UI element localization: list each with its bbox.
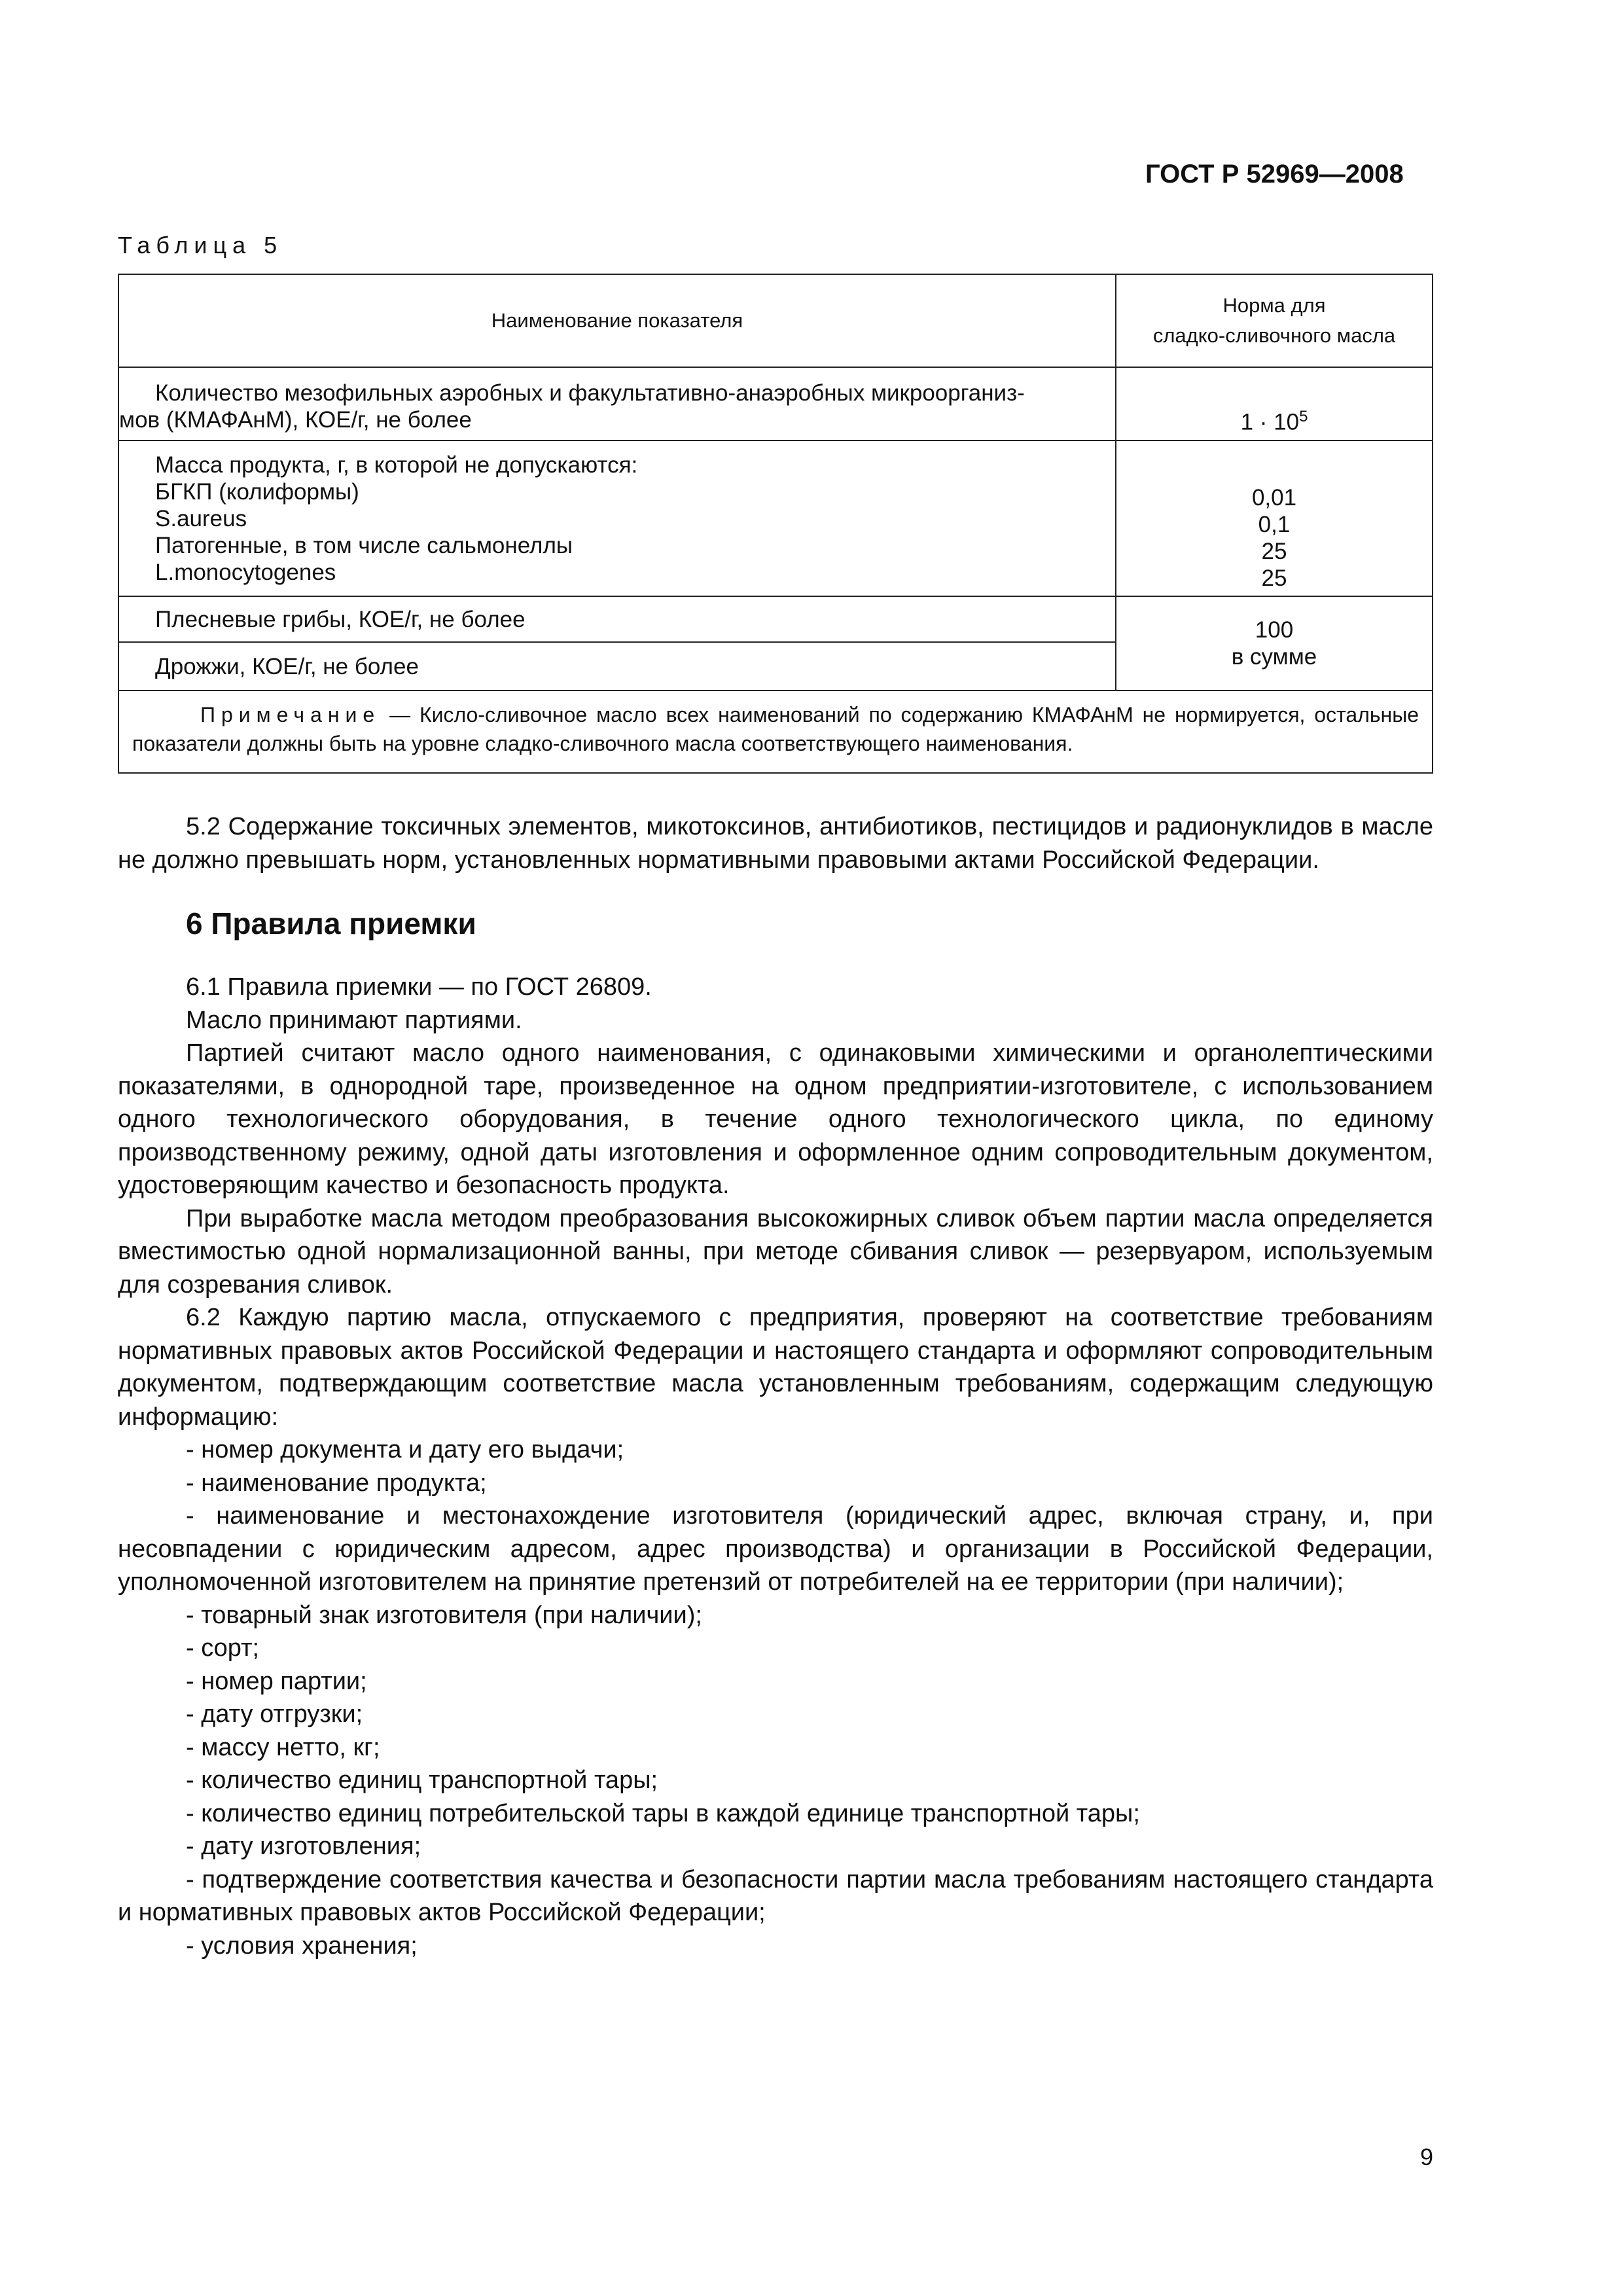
mass-line-1: БГКП (колиформы) bbox=[155, 478, 359, 505]
value-exponent: 5 bbox=[1299, 408, 1308, 426]
row-kmafanm-value bbox=[1116, 367, 1433, 440]
mass-value-3: 25 bbox=[1261, 565, 1287, 591]
page-number: 9 bbox=[1419, 2144, 1433, 2170]
paragraph-6-1: 6.1 Правила приемки — по ГОСТ 26809. bbox=[186, 973, 652, 1001]
paragraph-5-2: 5.2 Содержание токсичных элементов, микотоксинов, антибиотиков, пестицидов и радионуклидов в масле не должно превышать норм, установленных нормативными правовыми актами Российской Федерации. bbox=[118, 813, 1433, 874]
sum-value: 100 bbox=[1255, 617, 1294, 643]
row-kmafanm-label bbox=[118, 367, 1116, 440]
paragraph-6-2: 6.2 Каждую партию масла, отпускаемого с предприятия, проверяют на соответствие требованиям нормативных правовых актов Российской Федерации и настоящего стандарта и оформляют сопроводительным документом, подтверждающим соответствие масла установленным требованиям, содержащим следующую информацию: bbox=[118, 1304, 1433, 1431]
header-norm-line2: сладко-сливочного масла bbox=[1152, 324, 1396, 347]
table-row-mass bbox=[118, 440, 1433, 596]
list-item: - товарный знак изготовителя (при наличии); bbox=[186, 1601, 702, 1629]
paragraph-batch-definition: Партией считают масло одного наименования, с одинаковыми химическими и органолептическими показателями, в однородной таре, произведенное на одном предприятии-изготовителе, с использованием одного технологического оборудования, в течение одного технологического цикла, по единому производственному режиму, одной даты изготовления и оформленное одним сопроводительным документом, удостоверяющим качество и безопасность продукта. bbox=[118, 1039, 1433, 1199]
header-norm bbox=[1116, 274, 1433, 367]
table-header-row bbox=[118, 274, 1433, 367]
list-item: - дату отгрузки; bbox=[186, 1700, 363, 1728]
list-item: - массу нетто, кг; bbox=[186, 1733, 380, 1761]
header-norm-line1: Норма для bbox=[1222, 294, 1326, 317]
row-mold-label: Плесневые грибы, КОЕ/г, не более bbox=[118, 596, 1116, 642]
list-item: - наименование продукта; bbox=[186, 1469, 487, 1497]
sum-note: в сумме bbox=[1231, 644, 1317, 670]
row-kmafanm-line1: Количество мезофильных аэробных и факультативно-анаэробных микроорганиз- bbox=[155, 380, 1025, 406]
paragraph-batch-volume: При выработке масла методом преобразования высокожирных сливок объем партии масла определяется вместимостью одной нормализационной ванны, при методе сбивания сливок — резервуаром, используемым для созревания сливок. bbox=[118, 1204, 1433, 1299]
list-item: - дату изготовления; bbox=[186, 1833, 421, 1860]
list-item: - наименование и местонахождение изготовителя (юридический адрес, включая страну, и, при несовпадении с юридическим адресом, адрес производства) и организации в Российской Федерации, уполномоченной изготовителем на принятие претензий от потребителей на ее территории (при наличии); bbox=[118, 1502, 1433, 1596]
document-body bbox=[118, 810, 1433, 1962]
list-item: - количество единиц транспортной тары; bbox=[186, 1767, 658, 1794]
list-item: - номер документа и дату его выдачи; bbox=[186, 1436, 624, 1463]
list-item: - сорт; bbox=[186, 1634, 260, 1662]
mass-value-0: 0,01 bbox=[1251, 485, 1297, 511]
list-item: - количество единиц потребительской тары в каждой единице транспортной тары; bbox=[186, 1799, 1140, 1827]
mass-value-2: 25 bbox=[1261, 539, 1287, 564]
paragraph-batches: Масло принимают партиями. bbox=[186, 1006, 522, 1034]
table-note bbox=[118, 691, 1433, 773]
row-mold-yeast-value bbox=[1116, 596, 1433, 691]
header-indicator-name: Наименование показателя bbox=[118, 274, 1116, 367]
mass-line-0: Масса продукта, г, в которой не допускаются: bbox=[155, 452, 638, 478]
list-item: - условия хранения; bbox=[186, 1931, 418, 1960]
section-title: 6 Правила приемки bbox=[186, 906, 476, 941]
mass-value-1: 0,1 bbox=[1258, 512, 1291, 537]
mass-line-2: S.aureus bbox=[155, 505, 247, 531]
table-row-kmafanm bbox=[118, 367, 1433, 440]
document-code: ГОСТ Р 52969—2008 bbox=[1145, 160, 1404, 188]
mass-line-3: Патогенные, в том числе сальмонеллы bbox=[155, 532, 573, 558]
row-yeast-label: Дрожжи, КОЕ/г, не более bbox=[118, 642, 1116, 691]
list-item: - подтверждение соответствия качества и безопасности партии масла требованиям настоящего стандарта и нормативных правовых актов Российской Федерации; bbox=[118, 1865, 1433, 1926]
row-mass-label bbox=[118, 440, 1116, 596]
row-mass-values bbox=[1116, 440, 1433, 596]
value-base: 1 · 10 bbox=[1240, 410, 1300, 435]
row-kmafanm-line2: мов (КМАФАнМ), КОЕ/г, не более bbox=[119, 407, 472, 433]
norms-table bbox=[118, 274, 1433, 774]
list-item: - номер партии; bbox=[186, 1667, 367, 1695]
table-label: Таблица 5 bbox=[118, 232, 283, 259]
note-text: — Кисло-сливочное масло всех наименований по содержанию КМАФАнМ не нормируется, остальные показатели должны быть на уровне сладко-сливочного масла соответствующего наименования. bbox=[132, 703, 1419, 755]
mass-line-4: L.monocytogenes bbox=[155, 559, 336, 585]
table-row-mold bbox=[118, 596, 1433, 642]
note-prefix: Примечание bbox=[200, 703, 381, 726]
table-note-row bbox=[118, 691, 1433, 773]
